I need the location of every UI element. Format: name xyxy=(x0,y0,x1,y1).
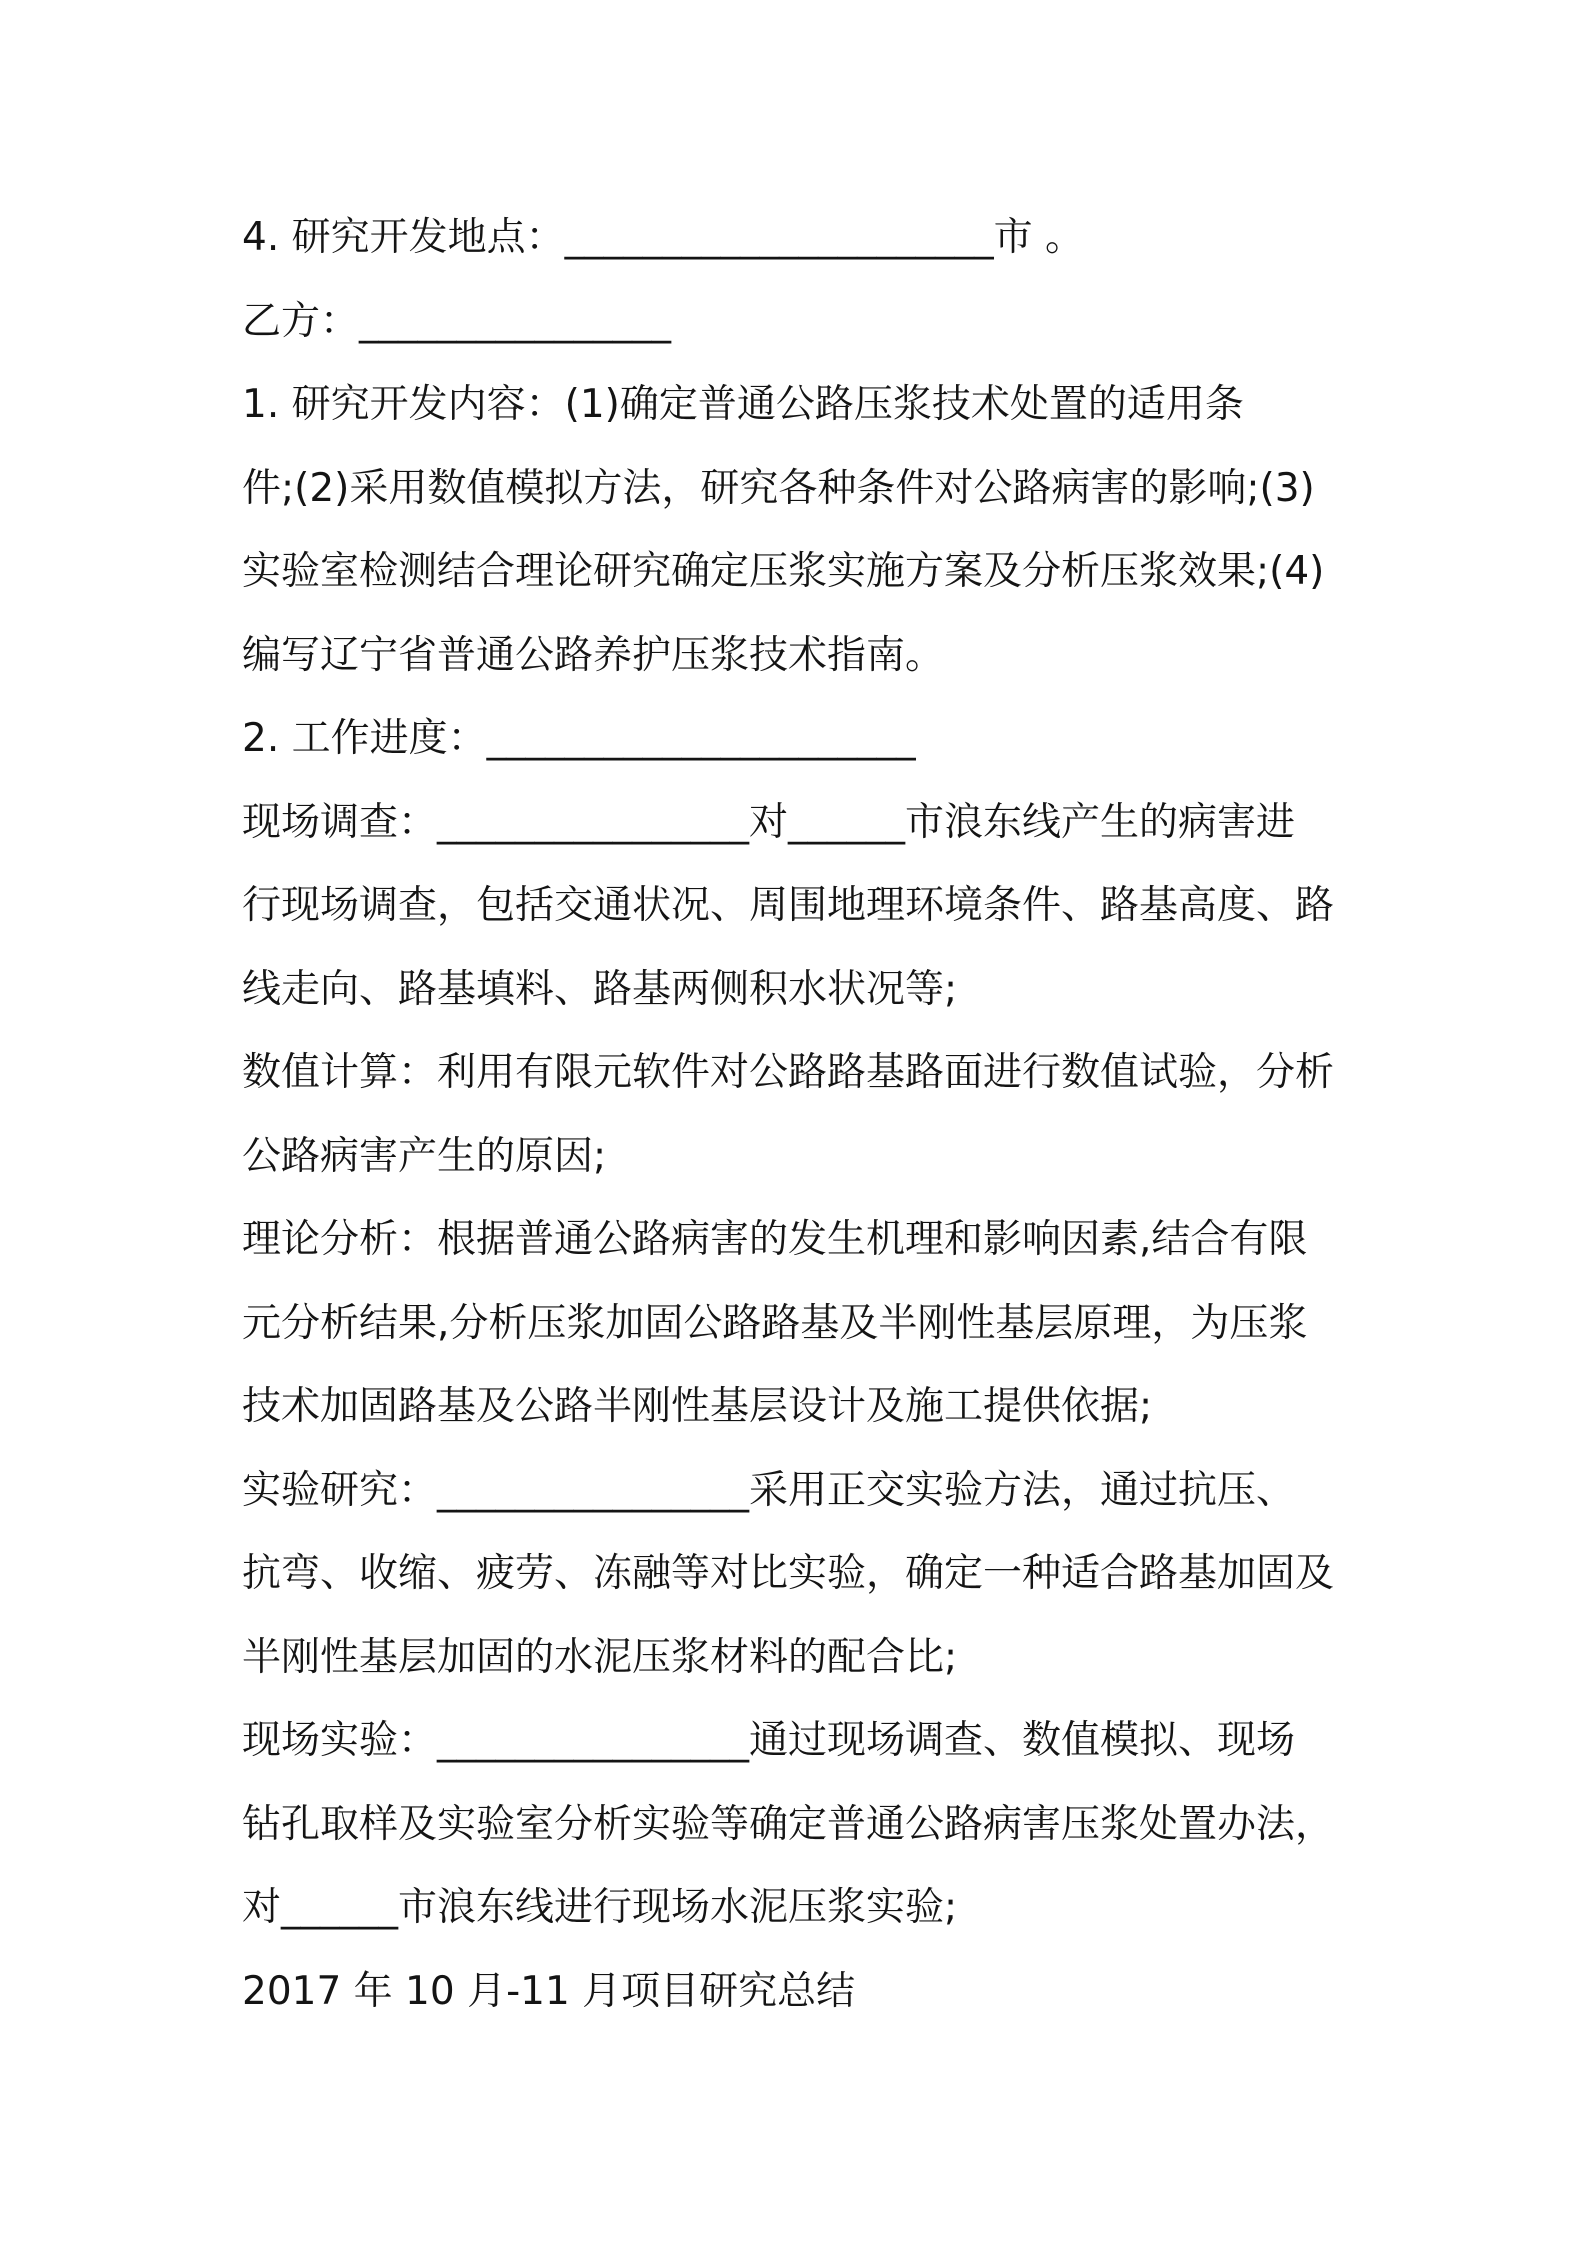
text-line: 实验室检测结合理论研究确定压浆实施方案及分析压浆效果;(4) xyxy=(242,549,1325,594)
text-line: 数值计算：利用有限元软件对公路路基路面进行数值试验，分析 xyxy=(242,1050,1335,1095)
text-line: 钻孔取样及实验室分析实验等确定普通公路病害压浆处置办法， xyxy=(242,1801,1335,1847)
text-line: 理论分析：根据普通公路病害的发生机理和影响因素,结合有限 xyxy=(242,1217,1308,1262)
text-line: 1. 研究开发内容：(1)确定普通公路压浆技术处置的适用条 xyxy=(242,382,1244,427)
text-line: 件;(2)采用数值模拟方法，研究各种条件对公路病害的影响;(3) xyxy=(242,465,1315,511)
text-line: 元分析结果,分析压浆加固公路路基及半刚性基层原理，为压浆 xyxy=(242,1300,1308,1346)
text-line: 公路病害产生的原因; xyxy=(242,1133,607,1179)
text-line: 实验研究：________________采用正交实验方法，通过抗压、 xyxy=(242,1467,1296,1513)
text-line: 技术加固路基及公路半刚性基层设计及施工提供依据; xyxy=(242,1384,1153,1429)
text-line: 4. 研究开发地点：______________________市 。 xyxy=(242,215,1085,260)
text-line: 半刚性基层加固的水泥压浆材料的配合比; xyxy=(242,1634,958,1680)
text-line: 行现场调查，包括交通状况、周围地理环境条件、路基高度、路 xyxy=(242,883,1335,928)
text-line: 线走向、路基填料、路基两侧积水状况等; xyxy=(242,966,958,1012)
text-line: 抗弯、收缩、疲劳、冻融等对比实验，确定一种适合路基加固及 xyxy=(242,1551,1335,1596)
text-line: 对______市浪东线进行现场水泥压浆实验; xyxy=(242,1885,958,1930)
text-line: 编写辽宁省普通公路养护压浆技术指南。 xyxy=(242,632,945,678)
text-line: 2. 工作进度：______________________ xyxy=(242,716,916,761)
text-line: 乙方：________________ xyxy=(242,298,672,344)
document-body xyxy=(242,196,1362,2033)
text-line: 现场调查：________________对______市浪东线产生的病害进 xyxy=(242,799,1296,845)
text-line: 2017 年 10 月-11 月项目研究总结 xyxy=(242,1968,856,2014)
text-line: 现场实验：________________通过现场调查、数值模拟、现场 xyxy=(242,1718,1296,1763)
